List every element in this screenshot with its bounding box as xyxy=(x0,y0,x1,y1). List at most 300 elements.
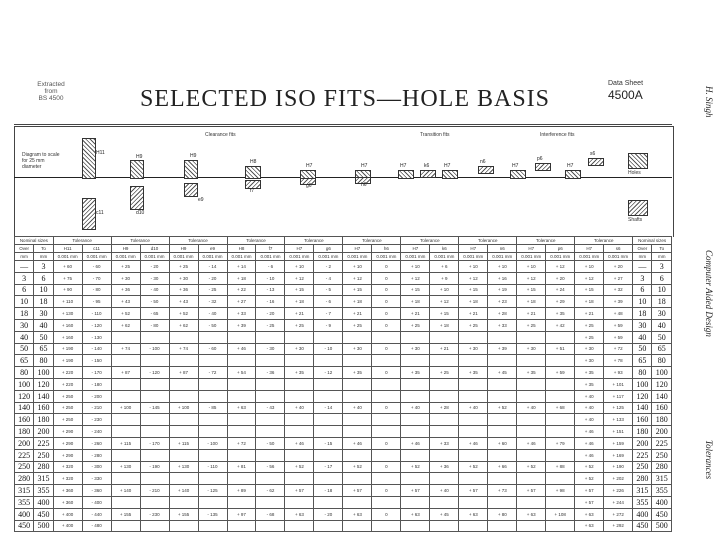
tolerance-value: - 4 xyxy=(314,272,343,284)
tolerance-value: + 130 xyxy=(53,308,82,320)
tolerance-value xyxy=(372,426,401,438)
size-to: 225 xyxy=(34,437,53,449)
size-over: 225 xyxy=(633,449,652,461)
tolerance-value: + 63 xyxy=(575,520,604,532)
tolerance-value: + 140 xyxy=(111,485,140,497)
tolerance-value xyxy=(517,426,546,438)
tolerance-value xyxy=(488,426,517,438)
size-over: 65 xyxy=(633,355,652,367)
tolerance-value xyxy=(285,426,314,438)
fit-column-header: f7 xyxy=(256,245,285,253)
tolerance-value xyxy=(140,426,169,438)
table-row xyxy=(15,437,672,449)
tolerance-value xyxy=(488,390,517,402)
tolerance-value xyxy=(169,378,198,390)
tolerance-value xyxy=(459,473,488,485)
tolerance-value: + 12 xyxy=(343,272,372,284)
tolerance-value xyxy=(256,378,285,390)
tolerance-value xyxy=(459,331,488,343)
tolerance-value xyxy=(546,449,575,461)
tolerance-value: + 57 xyxy=(575,485,604,497)
tolerance-value: + 10 xyxy=(401,261,430,273)
unit-header: 0.001 mm xyxy=(430,253,459,261)
tolerance-header: Tolerance xyxy=(53,237,111,245)
tolerance-value xyxy=(401,426,430,438)
tolerance-value xyxy=(256,520,285,532)
tolerance-value xyxy=(343,414,372,426)
hole-label: H7 xyxy=(361,163,368,169)
tolerance-value: + 18 xyxy=(459,296,488,308)
tolerance-value: + 12 xyxy=(575,272,604,284)
tolerance-value xyxy=(314,414,343,426)
tolerance-value xyxy=(285,520,314,532)
fit-column-header: H7 xyxy=(343,245,372,253)
tolerance-value xyxy=(430,449,459,461)
tolerance-value xyxy=(285,378,314,390)
size-over: 355 xyxy=(15,496,34,508)
unit-header: 0.001 mm xyxy=(198,253,227,261)
tolerance-value xyxy=(227,426,256,438)
tolerance-value xyxy=(198,390,227,402)
size-to: 355 xyxy=(652,485,672,497)
fit-column-header: H8 xyxy=(227,245,256,253)
tolerance-value xyxy=(198,473,227,485)
size-over: 6 xyxy=(633,284,652,296)
size-over: 10 xyxy=(15,296,34,308)
extract-note-line: Extracted xyxy=(37,81,65,88)
size-to: 450 xyxy=(34,508,53,520)
table-row xyxy=(15,402,672,414)
tolerance-value xyxy=(401,414,430,426)
size-over: — xyxy=(633,261,652,273)
tolerance-value: + 151 xyxy=(604,426,633,438)
tolerance-value xyxy=(169,520,198,532)
tolerance-value: + 202 xyxy=(604,473,633,485)
tolerance-value xyxy=(517,378,546,390)
tolerance-value xyxy=(517,473,546,485)
size-to: 500 xyxy=(34,520,53,532)
tolerance-value: + 45 xyxy=(488,367,517,379)
tolerance-value: + 32 xyxy=(604,284,633,296)
tolerance-value: + 21 xyxy=(343,308,372,320)
tolerance-value: - 200 xyxy=(82,390,111,402)
tolerance-value xyxy=(343,390,372,402)
tolerance-value xyxy=(459,355,488,367)
unit-header: mm xyxy=(15,253,34,261)
tolerance-value: + 169 xyxy=(604,449,633,461)
tolerance-value: + 87 xyxy=(169,367,198,379)
tolerance-value: + 98 xyxy=(546,485,575,497)
shaft-label: f7 xyxy=(250,188,255,194)
tolerance-value xyxy=(459,378,488,390)
shaft-label: n6 xyxy=(480,159,486,165)
tolerance-value xyxy=(343,496,372,508)
tolerance-value xyxy=(227,473,256,485)
unit-header: 0.001 mm xyxy=(82,253,111,261)
tolerance-value xyxy=(430,414,459,426)
size-to: 100 xyxy=(652,367,672,379)
tolerance-value: - 9 xyxy=(314,319,343,331)
tolerance-header: Tolerance xyxy=(169,237,227,245)
tolerance-value: + 12 xyxy=(430,296,459,308)
tolerance-value: + 250 xyxy=(53,414,82,426)
fit-column-header: e9 xyxy=(198,245,227,253)
hole-label: H7 xyxy=(512,163,519,169)
tolerance-value xyxy=(111,426,140,438)
tolerance-value: + 12 xyxy=(285,272,314,284)
tolerance-value: + 28 xyxy=(430,402,459,414)
tolerance-header: Tolerance xyxy=(459,237,517,245)
unit-header: 0.001 mm xyxy=(488,253,517,261)
size-over: 18 xyxy=(15,308,34,320)
size-to: 400 xyxy=(652,496,672,508)
tolerance-value: - 130 xyxy=(82,331,111,343)
unit-header: 0.001 mm xyxy=(53,253,82,261)
size-over: 140 xyxy=(15,402,34,414)
size-to: 250 xyxy=(652,449,672,461)
size-to: 200 xyxy=(652,426,672,438)
size-over: 450 xyxy=(15,520,34,532)
tolerance-value xyxy=(227,496,256,508)
tolerance-value: + 52 xyxy=(285,461,314,473)
unit-header: 0.001 mm xyxy=(169,253,198,261)
tolerance-value: + 52 xyxy=(575,461,604,473)
tolerance-value xyxy=(546,355,575,367)
hole-label: H7 xyxy=(306,163,313,169)
tolerance-value: - 20 xyxy=(256,308,285,320)
tolerance-value xyxy=(401,496,430,508)
side-book-title: Computer Aided Design xyxy=(704,250,714,337)
fit-column-header: H7 xyxy=(401,245,430,253)
tolerance-value: - 300 xyxy=(82,461,111,473)
tolerance-value: + 66 xyxy=(488,461,517,473)
unit-header: 0.001 mm xyxy=(575,253,604,261)
tolerance-value xyxy=(227,355,256,367)
tolerance-value: + 190 xyxy=(604,461,633,473)
tolerance-value: - 68 xyxy=(256,508,285,520)
tolerance-value xyxy=(285,496,314,508)
table-row xyxy=(15,343,672,355)
tolerance-value: + 43 xyxy=(169,296,198,308)
tolerance-value xyxy=(372,449,401,461)
tolerance-value xyxy=(140,390,169,402)
tolerance-value xyxy=(401,520,430,532)
size-to: 355 xyxy=(34,485,53,497)
tolerance-value: + 46 xyxy=(459,437,488,449)
tolerance-value: - 15 xyxy=(314,437,343,449)
tolerance-header: Tolerance xyxy=(401,237,459,245)
shaft-label: d10 xyxy=(136,210,145,216)
tolerance-value: + 28 xyxy=(488,308,517,320)
tolerance-value: + 46 xyxy=(227,343,256,355)
tolerance-value: + 35 xyxy=(575,378,604,390)
table-row xyxy=(15,449,672,461)
tolerance-value xyxy=(285,449,314,461)
tolerance-value: + 19 xyxy=(488,284,517,296)
tolerance-value: - 56 xyxy=(256,461,285,473)
tolerance-value xyxy=(372,414,401,426)
size-to: 18 xyxy=(34,296,53,308)
size-to: 400 xyxy=(34,496,53,508)
size-to: 120 xyxy=(652,378,672,390)
tolerance-value: + 57 xyxy=(401,485,430,497)
table-row xyxy=(15,390,672,402)
tolerance-value: - 65 xyxy=(140,308,169,320)
size-to: 280 xyxy=(34,461,53,473)
size-over: 180 xyxy=(15,426,34,438)
tolerance-value: + 25 xyxy=(459,319,488,331)
tolerance-value xyxy=(256,390,285,402)
tolerance-value xyxy=(285,390,314,402)
tolerance-value xyxy=(140,414,169,426)
tolerance-value: + 39 xyxy=(604,296,633,308)
tolerance-value xyxy=(314,496,343,508)
tolerance-value: + 10 xyxy=(575,261,604,273)
tolerance-value xyxy=(111,355,140,367)
tolerance-value xyxy=(372,378,401,390)
size-over: 40 xyxy=(633,331,652,343)
tolerance-value: - 25 xyxy=(256,319,285,331)
unit-header: 0.001 mm xyxy=(314,253,343,261)
tolerance-value: - 32 xyxy=(198,296,227,308)
size-over: 50 xyxy=(15,343,34,355)
size-to: 30 xyxy=(652,308,672,320)
tolerance-value xyxy=(546,426,575,438)
tolerance-value: + 133 xyxy=(604,414,633,426)
size-over: 120 xyxy=(15,390,34,402)
tolerance-value: - 110 xyxy=(82,308,111,320)
tolerance-value: + 63 xyxy=(517,508,546,520)
table-row xyxy=(15,284,672,296)
tolerance-value: + 74 xyxy=(111,343,140,355)
shaft-c11-zone xyxy=(82,198,96,230)
tolerance-value xyxy=(517,355,546,367)
table-header-row xyxy=(15,245,672,253)
holes-legend-label: Holes xyxy=(628,170,641,176)
fit-diagram xyxy=(14,126,674,237)
tolerance-value xyxy=(430,331,459,343)
tolerance-value: 0 xyxy=(372,485,401,497)
tolerance-value: - 62 xyxy=(256,485,285,497)
data-sheet-number: 4500A xyxy=(608,88,643,102)
table-row xyxy=(15,473,672,485)
tolerance-value: + 25 xyxy=(401,319,430,331)
tolerance-value: + 18 xyxy=(285,296,314,308)
tolerance-value: + 59 xyxy=(546,367,575,379)
tolerance-value xyxy=(140,496,169,508)
tolerance-value: + 10 xyxy=(488,261,517,273)
over-header: Over xyxy=(15,245,34,253)
tolerance-value: + 30 xyxy=(575,355,604,367)
tolerance-value xyxy=(111,473,140,485)
table-row xyxy=(15,367,672,379)
unit-header: 0.001 mm xyxy=(546,253,575,261)
tolerance-value: - 30 xyxy=(256,343,285,355)
tolerance-value: + 52 xyxy=(517,461,546,473)
tolerance-value: + 140 xyxy=(169,485,198,497)
tolerance-value xyxy=(198,331,227,343)
tolerance-value: + 36 xyxy=(111,284,140,296)
tolerance-value: - 60 xyxy=(82,261,111,273)
tolerance-value: + 18 xyxy=(430,319,459,331)
tolerance-value: + 15 xyxy=(343,284,372,296)
table-row xyxy=(15,461,672,473)
tolerance-value: - 100 xyxy=(198,437,227,449)
size-over: — xyxy=(15,261,34,273)
tolerance-value: + 52 xyxy=(111,308,140,320)
tolerance-value: + 18 xyxy=(517,296,546,308)
tolerance-value: 0 xyxy=(372,308,401,320)
tolerance-value xyxy=(140,520,169,532)
tolerance-value: + 108 xyxy=(546,508,575,520)
tolerance-value xyxy=(430,473,459,485)
fit-column-header: c11 xyxy=(82,245,111,253)
tolerance-value xyxy=(517,449,546,461)
tolerance-value: + 10 xyxy=(343,261,372,273)
size-to: 140 xyxy=(652,390,672,402)
tolerance-value xyxy=(372,355,401,367)
hole-label: H7 xyxy=(400,163,407,169)
tolerance-value: + 72 xyxy=(227,437,256,449)
size-to: 50 xyxy=(652,331,672,343)
tolerance-header: Tolerance xyxy=(227,237,285,245)
table-header-row xyxy=(15,237,672,245)
tolerance-value xyxy=(227,390,256,402)
tolerance-value xyxy=(546,496,575,508)
tolerance-header: Tolerance xyxy=(343,237,401,245)
to-header: To xyxy=(652,245,672,253)
tolerance-value: - 330 xyxy=(82,473,111,485)
holes-legend-swatch xyxy=(628,153,648,169)
unit-header: 0.001 mm xyxy=(256,253,285,261)
tolerance-value xyxy=(314,449,343,461)
tolerance-value: + 12 xyxy=(401,272,430,284)
tolerance-value xyxy=(517,331,546,343)
tolerance-value: + 250 xyxy=(53,402,82,414)
tolerance-value: + 16 xyxy=(488,272,517,284)
tolerance-value: + 63 xyxy=(459,508,488,520)
size-to: 6 xyxy=(652,272,672,284)
shaft-label: e9 xyxy=(198,197,204,203)
size-to: 65 xyxy=(34,343,53,355)
tolerance-value: + 88 xyxy=(546,461,575,473)
tolerance-value: + 40 xyxy=(517,402,546,414)
tolerance-value xyxy=(517,520,546,532)
tolerance-value: + 244 xyxy=(604,496,633,508)
tolerance-value xyxy=(314,378,343,390)
tolerance-value: + 21 xyxy=(285,308,314,320)
tolerance-value: - 14 xyxy=(198,261,227,273)
tolerance-value: + 400 xyxy=(53,508,82,520)
table-row xyxy=(15,296,672,308)
tolerance-value: + 12 xyxy=(459,272,488,284)
tolerance-value: + 93 xyxy=(604,367,633,379)
tolerance-value: + 155 xyxy=(169,508,198,520)
unit-header: 0.001 mm xyxy=(111,253,140,261)
tolerance-value: + 30 xyxy=(459,343,488,355)
size-to: 160 xyxy=(34,402,53,414)
hole-label: H7 xyxy=(567,163,574,169)
tolerance-value xyxy=(430,426,459,438)
tolerance-value: - 14 xyxy=(314,402,343,414)
tolerance-value: - 50 xyxy=(198,319,227,331)
size-over: 315 xyxy=(633,485,652,497)
tolerance-value: + 320 xyxy=(53,461,82,473)
tolerance-value: + 35 xyxy=(546,308,575,320)
tolerance-value: + 33 xyxy=(488,319,517,331)
size-over: 200 xyxy=(633,437,652,449)
tolerance-value: - 170 xyxy=(82,367,111,379)
tolerance-value: 0 xyxy=(372,261,401,273)
tolerance-value: - 40 xyxy=(198,308,227,320)
tolerance-value xyxy=(488,355,517,367)
tolerance-value xyxy=(401,473,430,485)
tolerance-value xyxy=(459,520,488,532)
tolerance-value: + 360 xyxy=(53,485,82,497)
tolerance-value xyxy=(227,378,256,390)
size-over: 160 xyxy=(633,414,652,426)
table-row xyxy=(15,272,672,284)
tolerance-value: + 57 xyxy=(575,496,604,508)
tolerance-value xyxy=(169,449,198,461)
tolerance-value xyxy=(488,496,517,508)
tolerance-value xyxy=(430,390,459,402)
tolerance-value: - 210 xyxy=(140,485,169,497)
tolerance-value: + 21 xyxy=(517,308,546,320)
tolerance-value xyxy=(314,331,343,343)
tolerance-value: + 40 xyxy=(430,485,459,497)
size-to: 80 xyxy=(34,355,53,367)
tolerance-value: + 52 xyxy=(459,461,488,473)
size-over: 140 xyxy=(633,402,652,414)
tolerance-value: + 6 xyxy=(430,261,459,273)
size-over: 80 xyxy=(15,367,34,379)
tolerance-value: + 110 xyxy=(53,296,82,308)
tolerance-value: + 160 xyxy=(53,319,82,331)
tolerance-value xyxy=(517,390,546,402)
tolerance-value: - 43 xyxy=(256,402,285,414)
tolerance-value xyxy=(546,331,575,343)
tolerance-value xyxy=(140,473,169,485)
size-to: 3 xyxy=(34,261,53,273)
fit-column-header: k6 xyxy=(430,245,459,253)
size-to: 80 xyxy=(652,355,672,367)
size-over: 80 xyxy=(633,367,652,379)
tolerance-value: + 15 xyxy=(401,284,430,296)
tolerance-value: + 74 xyxy=(169,343,198,355)
size-over: 6 xyxy=(15,284,34,296)
tolerance-value xyxy=(343,378,372,390)
tolerance-value: - 280 xyxy=(82,449,111,461)
tolerance-value: - 5 xyxy=(314,284,343,296)
tolerance-value: + 155 xyxy=(111,508,140,520)
tolerance-value: - 12 xyxy=(314,367,343,379)
tolerance-value xyxy=(198,355,227,367)
header-rule xyxy=(14,124,672,125)
tolerance-value: + 60 xyxy=(488,437,517,449)
tolerance-value: 0 xyxy=(372,367,401,379)
tolerance-value: - 260 xyxy=(82,437,111,449)
unit-header: 0.001 mm xyxy=(459,253,488,261)
tolerance-value: + 18 xyxy=(401,296,430,308)
tolerance-value: + 115 xyxy=(111,437,140,449)
tolerance-value: + 101 xyxy=(604,378,633,390)
size-over: 200 xyxy=(15,437,34,449)
shaft-e9-zone xyxy=(184,183,198,197)
tolerance-value: + 15 xyxy=(459,284,488,296)
tolerance-value xyxy=(343,520,372,532)
shaft-label: k6 xyxy=(424,163,430,169)
